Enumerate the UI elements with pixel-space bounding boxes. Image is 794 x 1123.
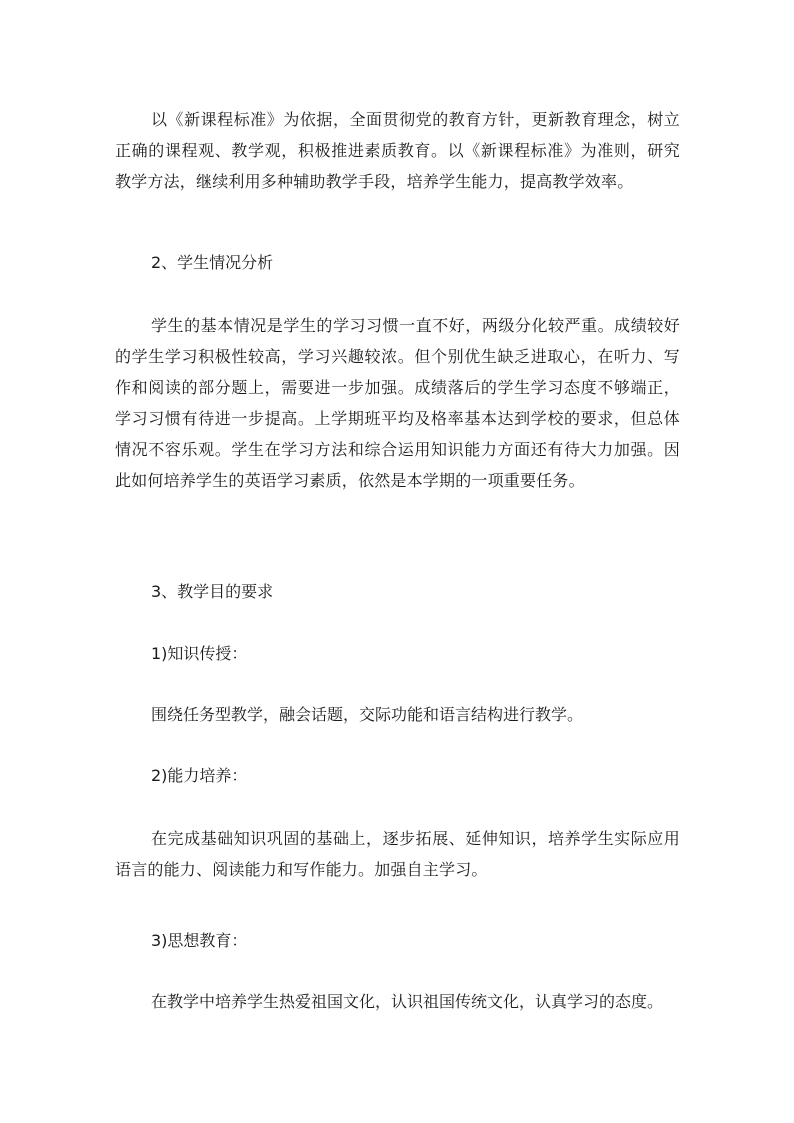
paragraph-moral-education: 在教学中培养学生热爱祖国文化，认识祖国传统文化，认真学习的态度。 [151, 992, 664, 1011]
section-heading-teaching-goals: 3、教学目的要求 [151, 582, 274, 601]
subheading-ability: 2)能力培养： [151, 766, 248, 785]
paragraph-ability: 在完成基础知识巩固的基础上，逐步拓展、延伸知识，培养学生实际应用语言的能力、阅读能力和写作能力。加强自主学习。 [115, 829, 680, 879]
section-heading-student-analysis: 2、学生情况分析 [151, 253, 274, 272]
subheading-knowledge: 1)知识传授： [151, 644, 248, 663]
paragraph-student-analysis: 学生的基本情况是学生的学习习惯一直不好，两级分化较严重。成绩较好的学生学习积极性较高，学习兴趣较浓。但个别优生缺乏进取心，在听力、写作和阅读的部分题上，需要进一步加强。成绩落后的学生学习态度不够端正，学习习惯有待进一步提高。上学期班平均及格率基本达到学校的要求，但总体情况不容乐观。学生在学习方法和综合运用知识能力方面还有待大力加强。因此如何培养学生的英语学习素质，依然是本学期的一项重要任务。 [115, 316, 680, 490]
paragraph-knowledge: 围绕任务型教学，融会话题，交际功能和语言结构进行教学。 [151, 705, 584, 724]
subheading-moral-education: 3)思想教育： [151, 931, 248, 950]
paragraph-teaching-guideline: 以《新课程标准》为依据，全面贯彻党的教育方针，更新教育理念，树立正确的课程观、教学观，积极推进素质教育。以《新课程标准》为准则，研究教学方法，继续利用多种辅助教学手段，培养学生能力，提高教学效率。 [115, 110, 680, 191]
